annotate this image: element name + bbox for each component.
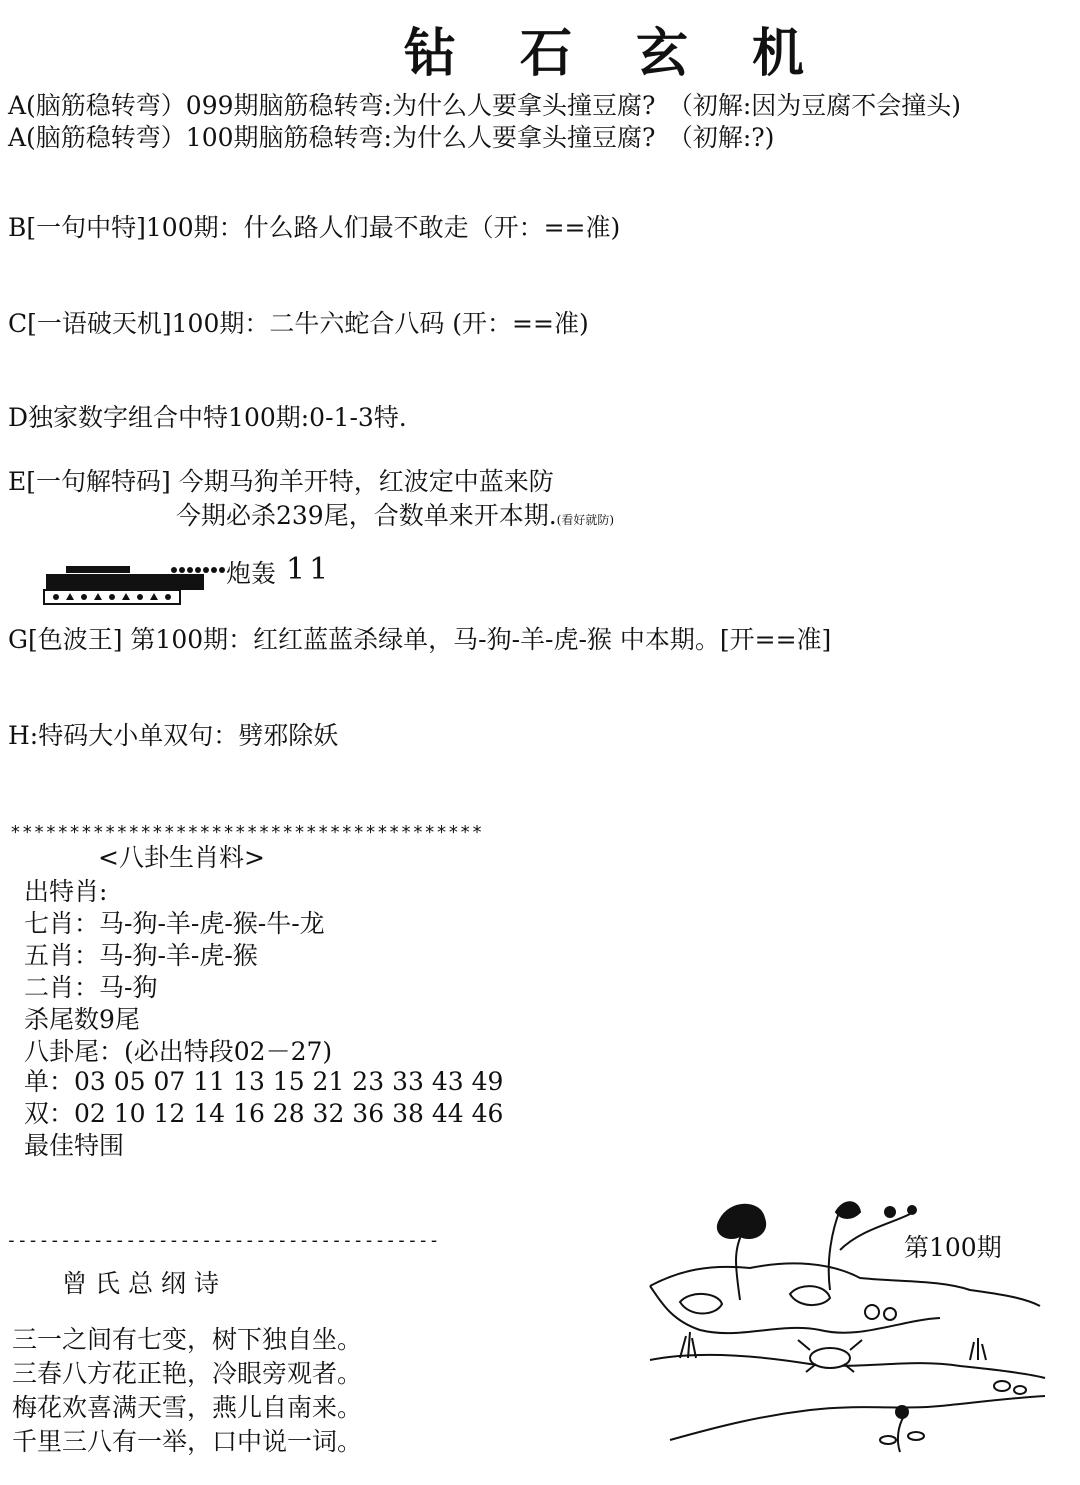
bagua-heading: <八卦生肖料> bbox=[98, 843, 265, 872]
poem-line: 三春八方花正艳，冷眼旁观者。 bbox=[12, 1359, 363, 1388]
bagua-line: 七肖：马-狗-羊-虎-猴-牛-龙 bbox=[24, 909, 325, 938]
tank-number: 11 bbox=[286, 552, 333, 587]
section-e-line-2 bbox=[176, 500, 614, 536]
tank-barrel bbox=[66, 566, 130, 573]
section-b-line: B[一句中特]100期：什么路人们最不敢走（开：==准) bbox=[8, 213, 621, 242]
tank-label: 炮轰 bbox=[226, 559, 277, 588]
section-a-line-1: A(脑筋稳转弯）099期脑筋稳转弯:为什么人要拿头撞豆腐? （初解:因为豆腐不会撞头) bbox=[8, 91, 962, 120]
dots-icon bbox=[170, 564, 226, 576]
poem-line: 梅花欢喜满天雪，燕儿自南来。 bbox=[12, 1393, 363, 1422]
page-title: 钻石玄机 bbox=[404, 23, 869, 84]
section-h-line: H:特码大小单双句：劈邪除妖 bbox=[8, 721, 339, 750]
poem-line: 三一之间有七变，树下独自坐。 bbox=[12, 1325, 363, 1354]
bagua-line: 五肖：马-狗-羊-虎-猴 bbox=[24, 941, 258, 970]
bagua-line: 单：03 05 07 11 13 15 21 23 33 43 49 bbox=[24, 1067, 504, 1096]
bagua-line: 双：02 10 12 14 16 28 32 36 38 44 46 bbox=[24, 1099, 504, 1128]
poem-line: 千里三八有一举，口中说一词。 bbox=[12, 1427, 363, 1456]
issue-label: 第100期 bbox=[904, 1233, 1002, 1262]
bagua-line: 出特肖: bbox=[24, 877, 108, 906]
section-d-line: D独家数字组合中特100期:0-1-3特. bbox=[8, 403, 407, 432]
tank-body bbox=[46, 574, 204, 590]
tank-shot-dots bbox=[170, 564, 226, 576]
bagua-line: 二肖：马-狗 bbox=[24, 973, 158, 1002]
section-e-note: (看好就防) bbox=[556, 513, 615, 527]
stars-separator: **************************************** bbox=[10, 822, 484, 843]
dash-separator: ---------------------------------------- bbox=[6, 1230, 440, 1251]
bagua-line: 八卦尾：(必出特段02－27) bbox=[24, 1037, 333, 1066]
section-e-line-1: E[一句解特码] 今期马狗羊开特，红波定中蓝来防 bbox=[8, 467, 554, 496]
section-g-line: G[色波王] 第100期：红红蓝蓝杀绿单，马-狗-羊-虎-猴 中本期。[开==准] bbox=[8, 625, 832, 654]
bagua-line: 杀尾数9尾 bbox=[24, 1005, 140, 1034]
bagua-line: 最佳特围 bbox=[24, 1131, 125, 1160]
section-e-line-2-text: 今期必杀239尾，合数单来开本期. bbox=[176, 501, 557, 530]
section-c-line: C[一语破天机]100期：二牛六蛇合八码 (开：==准) bbox=[8, 309, 589, 338]
poem-title: 曾氏总纲诗 bbox=[62, 1269, 228, 1298]
section-a-line-2: A(脑筋稳转弯）100期脑筋稳转弯:为什么人要拿头撞豆腐? （初解:?) bbox=[8, 123, 775, 152]
